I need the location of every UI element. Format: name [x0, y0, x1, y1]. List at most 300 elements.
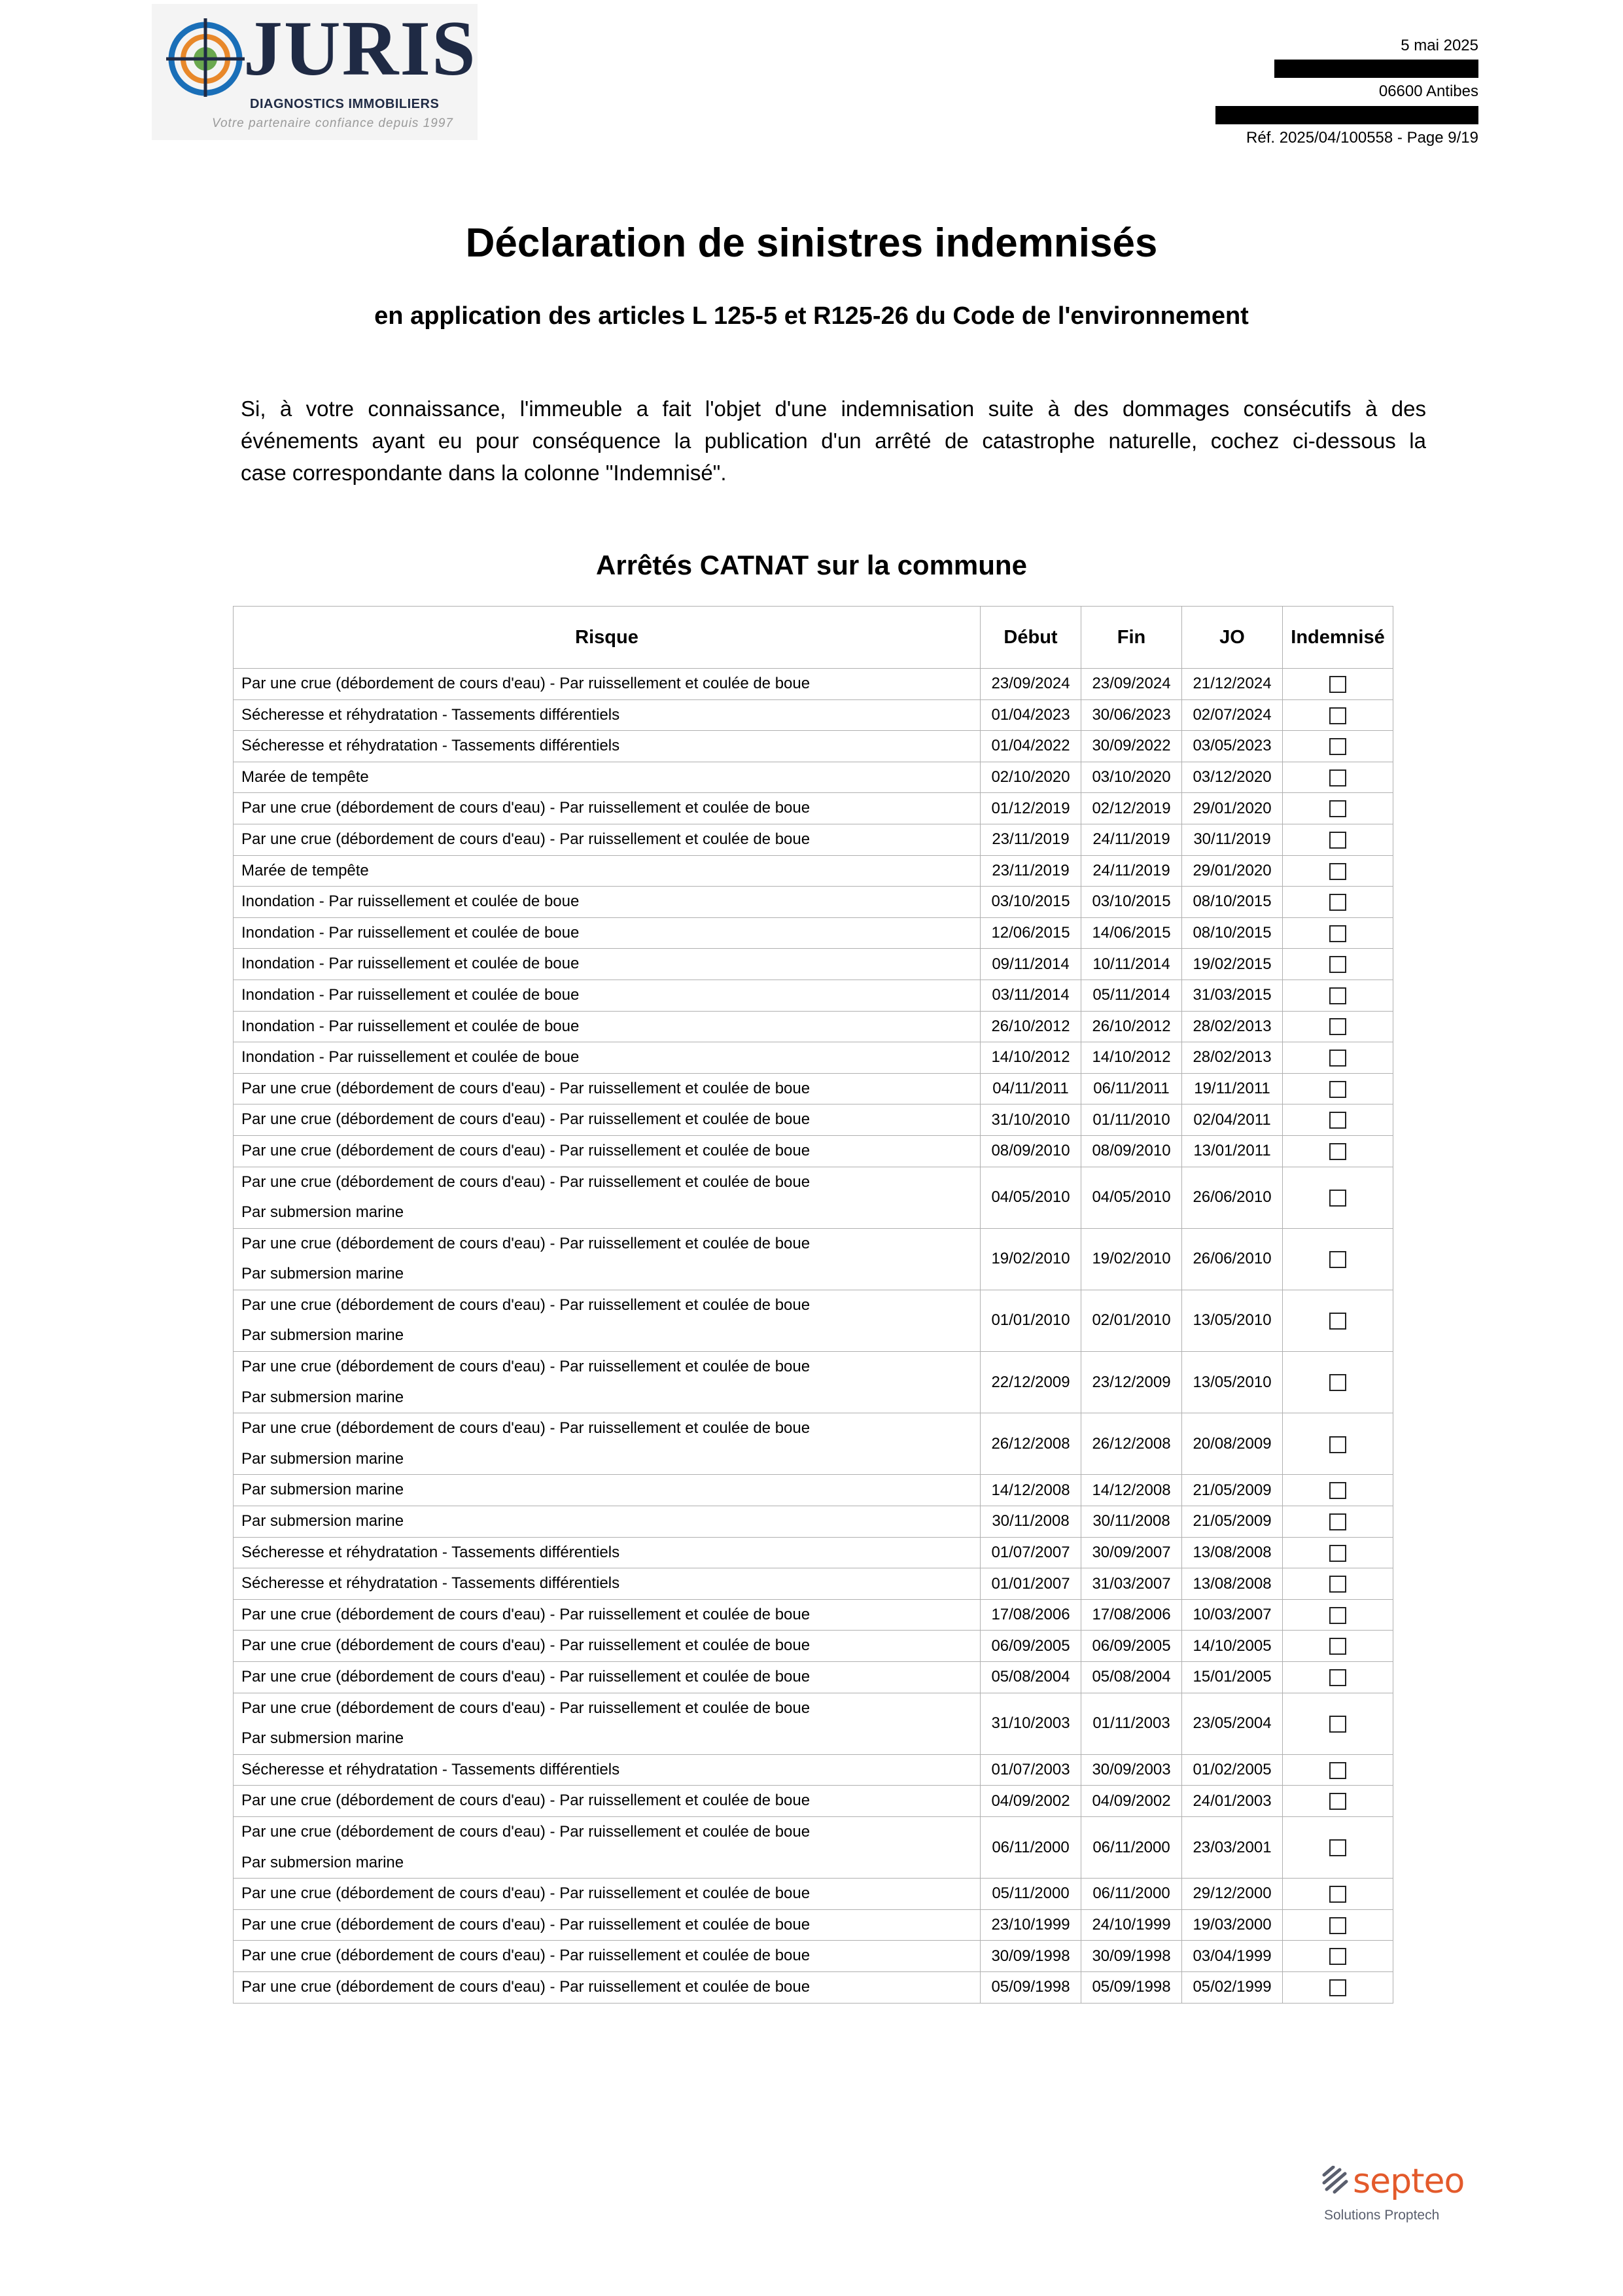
- start-date-cell: 05/08/2004: [981, 1662, 1081, 1693]
- risk-text: Par submersion marine: [241, 1449, 404, 1468]
- jo-date-cell: 23/05/2004: [1182, 1693, 1283, 1754]
- indemnified-cell: [1283, 855, 1393, 887]
- jo-date-cell: 19/11/2011: [1182, 1073, 1283, 1104]
- end-date-cell: 14/12/2008: [1081, 1475, 1182, 1506]
- end-date-cell: 08/09/2010: [1081, 1135, 1182, 1167]
- risk-cell: [234, 949, 981, 980]
- table-header-row: [234, 607, 1393, 669]
- risk-text: Par une crue (débordement de cours d'eau) - Par ruissellement et coulée de boue: [241, 1419, 811, 1438]
- jo-date-cell: 08/10/2015: [1182, 887, 1283, 918]
- risk-cell: [234, 887, 981, 918]
- indemnified-cell: [1283, 980, 1393, 1011]
- logo-name: JURIS: [243, 5, 477, 92]
- start-date-cell: 01/07/2007: [981, 1537, 1081, 1568]
- risk-cell: [234, 1135, 981, 1167]
- end-date-cell: 24/11/2019: [1081, 824, 1182, 855]
- start-date-cell: 30/09/1998: [981, 1941, 1081, 1972]
- risk-text: Inondation - Par ruissellement et coulée de boue: [241, 955, 580, 973]
- start-date-cell: 12/06/2015: [981, 917, 1081, 949]
- risk-text: Par submersion marine: [241, 1481, 404, 1499]
- jo-date-cell: 10/03/2007: [1182, 1599, 1283, 1631]
- catnat-table: [233, 606, 1393, 2004]
- start-date-cell: 01/04/2022: [981, 731, 1081, 762]
- indemnified-checkbox[interactable]: [1329, 987, 1346, 1004]
- indemnified-cell: [1283, 1971, 1393, 2003]
- jo-date-cell: 21/12/2024: [1182, 669, 1283, 700]
- end-date-cell: 26/10/2012: [1081, 1011, 1182, 1042]
- risk-cell: [234, 1228, 981, 1290]
- start-date-cell: 05/09/1998: [981, 1971, 1081, 2003]
- end-date-cell: 10/11/2014: [1081, 949, 1182, 980]
- risk-text: Par une crue (débordement de cours d'eau) - Par ruissellement et coulée de boue: [241, 1822, 811, 1841]
- table-row: [234, 669, 1393, 700]
- start-date-cell: 04/09/2002: [981, 1786, 1081, 1817]
- end-date-cell: 23/12/2009: [1081, 1352, 1182, 1413]
- end-date-cell: 14/10/2012: [1081, 1042, 1182, 1074]
- header-indemnified: Indemnisé: [1283, 607, 1393, 669]
- start-date-cell: 08/09/2010: [981, 1135, 1081, 1167]
- jo-date-cell: 29/01/2020: [1182, 855, 1283, 887]
- jo-date-cell: 29/01/2020: [1182, 793, 1283, 824]
- start-date-cell: 31/10/2003: [981, 1693, 1081, 1754]
- table-row: [234, 1941, 1393, 1972]
- header-start: Début: [981, 607, 1081, 669]
- end-date-cell: 14/06/2015: [1081, 917, 1182, 949]
- end-date-cell: 24/10/1999: [1081, 1909, 1182, 1941]
- septeo-stripes-icon: [1320, 2166, 1353, 2195]
- jo-date-cell: 13/08/2008: [1182, 1537, 1283, 1568]
- risk-text: Par une crue (débordement de cours d'eau) - Par ruissellement et coulée de boue: [241, 1884, 811, 1903]
- risk-cell: [234, 1352, 981, 1413]
- start-date-cell: 26/10/2012: [981, 1011, 1081, 1042]
- risk-text: Sécheresse et réhydratation - Tassements différentiels: [241, 737, 620, 755]
- start-date-cell: 04/11/2011: [981, 1073, 1081, 1104]
- jo-date-cell: 13/01/2011: [1182, 1135, 1283, 1167]
- risk-cell: [234, 1475, 981, 1506]
- indemnified-checkbox[interactable]: [1329, 863, 1346, 880]
- indemnified-checkbox[interactable]: [1329, 1607, 1346, 1624]
- end-date-cell: 06/11/2000: [1081, 1816, 1182, 1878]
- table-row: [234, 1011, 1393, 1042]
- indemnified-cell: [1283, 887, 1393, 918]
- logo-tagline: Votre partenaire confiance depuis 1997: [212, 116, 453, 130]
- indemnified-checkbox[interactable]: [1329, 925, 1346, 942]
- end-date-cell: 01/11/2003: [1081, 1693, 1182, 1754]
- risk-text: Marée de tempête: [241, 861, 369, 879]
- table-row: [234, 1786, 1393, 1817]
- indemnified-cell: [1283, 949, 1393, 980]
- juris-logo: [152, 4, 478, 140]
- risk-cell: [234, 980, 981, 1011]
- table-row: [234, 1475, 1393, 1506]
- indemnified-cell: [1283, 1816, 1393, 1878]
- table-row: [234, 1879, 1393, 1910]
- jo-date-cell: 20/08/2009: [1182, 1413, 1283, 1475]
- table-row: [234, 1042, 1393, 1074]
- table-row: [234, 1599, 1393, 1631]
- risk-text: Par une crue (débordement de cours d'eau) - Par ruissellement et coulée de boue: [241, 1234, 811, 1252]
- risk-cell: [234, 731, 981, 762]
- table-row: [234, 1693, 1393, 1754]
- header-reference: Réf. 2025/04/100558 - Page 9/19: [1246, 129, 1478, 147]
- table-row: [234, 793, 1393, 824]
- end-date-cell: 19/02/2010: [1081, 1228, 1182, 1290]
- risk-text: Par une crue (débordement de cours d'eau) - Par ruissellement et coulée de boue: [241, 1173, 811, 1191]
- indemnified-checkbox[interactable]: [1329, 1669, 1346, 1686]
- jo-date-cell: 03/12/2020: [1182, 762, 1283, 793]
- table-row: [234, 1537, 1393, 1568]
- redacted-bar: [1274, 60, 1478, 78]
- risk-text: Par une crue (débordement de cours d'eau) - Par ruissellement et coulée de boue: [241, 830, 811, 848]
- table-row: [234, 887, 1393, 918]
- risk-text: Inondation - Par ruissellement et coulée de boue: [241, 1017, 580, 1035]
- table-row: [234, 1352, 1393, 1413]
- indemnified-checkbox[interactable]: [1329, 1886, 1346, 1903]
- start-date-cell: 23/11/2019: [981, 824, 1081, 855]
- table-row: [234, 917, 1393, 949]
- indemnified-checkbox[interactable]: [1329, 1251, 1346, 1268]
- indemnified-cell: [1283, 1352, 1393, 1413]
- start-date-cell: 04/05/2010: [981, 1167, 1081, 1228]
- end-date-cell: 30/06/2023: [1081, 699, 1182, 731]
- table-row: [234, 824, 1393, 855]
- indemnified-cell: [1283, 793, 1393, 824]
- start-date-cell: 26/12/2008: [981, 1413, 1081, 1475]
- risk-text: Par une crue (débordement de cours d'eau) - Par ruissellement et coulée de boue: [241, 1605, 811, 1623]
- logo-subtitle: DIAGNOSTICS IMMOBILIERS: [250, 97, 440, 111]
- indemnified-checkbox[interactable]: [1329, 832, 1346, 849]
- start-date-cell: 14/12/2008: [981, 1475, 1081, 1506]
- table-row: [234, 1413, 1393, 1475]
- indemnified-checkbox[interactable]: [1329, 1018, 1346, 1035]
- end-date-cell: 30/09/2003: [1081, 1754, 1182, 1786]
- risk-cell: [234, 1662, 981, 1693]
- table-row: [234, 949, 1393, 980]
- risk-text: Par une crue (débordement de cours d'eau) - Par ruissellement et coulée de boue: [241, 1636, 811, 1655]
- start-date-cell: 09/11/2014: [981, 949, 1081, 980]
- jo-date-cell: 19/02/2015: [1182, 949, 1283, 980]
- risk-cell: [234, 1167, 981, 1228]
- end-date-cell: 06/11/2000: [1081, 1879, 1182, 1910]
- indemnified-cell: [1283, 1011, 1393, 1042]
- start-date-cell: 01/07/2003: [981, 1754, 1081, 1786]
- start-date-cell: 14/10/2012: [981, 1042, 1081, 1074]
- indemnified-checkbox[interactable]: [1329, 1576, 1346, 1593]
- risk-text: Par submersion marine: [241, 1203, 404, 1222]
- indemnified-checkbox[interactable]: [1329, 738, 1346, 755]
- start-date-cell: 01/12/2019: [981, 793, 1081, 824]
- jo-date-cell: 29/12/2000: [1182, 1879, 1283, 1910]
- indemnified-cell: [1283, 1754, 1393, 1786]
- jo-date-cell: 02/04/2011: [1182, 1104, 1283, 1136]
- jo-date-cell: 14/10/2005: [1182, 1631, 1283, 1662]
- indemnified-checkbox[interactable]: [1329, 1374, 1346, 1391]
- indemnified-cell: [1283, 762, 1393, 793]
- indemnified-cell: [1283, 1941, 1393, 1972]
- start-date-cell: 23/09/2024: [981, 669, 1081, 700]
- start-date-cell: 02/10/2020: [981, 762, 1081, 793]
- indemnified-checkbox[interactable]: [1329, 1190, 1346, 1207]
- risk-cell: [234, 917, 981, 949]
- risk-cell: [234, 1104, 981, 1136]
- risk-text: Inondation - Par ruissellement et coulée de boue: [241, 923, 580, 942]
- end-date-cell: 30/09/2007: [1081, 1537, 1182, 1568]
- start-date-cell: 23/11/2019: [981, 855, 1081, 887]
- risk-cell: [234, 1693, 981, 1754]
- header-jo: JO: [1182, 607, 1283, 669]
- start-date-cell: 06/11/2000: [981, 1816, 1081, 1878]
- jo-date-cell: 13/05/2010: [1182, 1352, 1283, 1413]
- risk-text: Par une crue (débordement de cours d'eau) - Par ruissellement et coulée de boue: [241, 675, 811, 692]
- header-end: Fin: [1081, 607, 1182, 669]
- risk-text: Par submersion marine: [241, 1729, 404, 1748]
- end-date-cell: 30/09/2022: [1081, 731, 1182, 762]
- jo-date-cell: 19/03/2000: [1182, 1909, 1283, 1941]
- section-title: Arrêtés CATNAT sur la commune: [596, 550, 1027, 580]
- start-date-cell: 23/10/1999: [981, 1909, 1081, 1941]
- indemnified-cell: [1283, 1662, 1393, 1693]
- jo-date-cell: 30/11/2019: [1182, 824, 1283, 855]
- indemnified-cell: [1283, 669, 1393, 700]
- risk-text: Sécheresse et réhydratation - Tassements différentiels: [241, 705, 620, 724]
- indemnified-cell: [1283, 1631, 1393, 1662]
- jo-date-cell: 21/05/2009: [1182, 1475, 1283, 1506]
- jo-date-cell: 26/06/2010: [1182, 1167, 1283, 1228]
- indemnified-checkbox[interactable]: [1329, 1716, 1346, 1733]
- indemnified-checkbox[interactable]: [1329, 1513, 1346, 1530]
- indemnified-checkbox[interactable]: [1329, 707, 1346, 724]
- table-row: [234, 855, 1393, 887]
- end-date-cell: 03/10/2015: [1081, 887, 1182, 918]
- end-date-cell: 30/11/2008: [1081, 1506, 1182, 1538]
- jo-date-cell: 02/07/2024: [1182, 699, 1283, 731]
- indemnified-checkbox[interactable]: [1329, 1545, 1346, 1562]
- target-crosshair-icon: [166, 18, 245, 97]
- risk-cell: [234, 1879, 981, 1910]
- indemnified-checkbox[interactable]: [1329, 894, 1346, 911]
- end-date-cell: 02/12/2019: [1081, 793, 1182, 824]
- risk-text: Par une crue (débordement de cours d'eau) - Par ruissellement et coulée de boue: [241, 1699, 811, 1717]
- start-date-cell: 01/04/2023: [981, 699, 1081, 731]
- end-date-cell: 30/09/1998: [1081, 1941, 1182, 1972]
- intro-line: Si, à votre connaissance, l'immeuble a fait l'objet d'une indemnisation suite à des dommages consécutifs à des: [241, 397, 1426, 421]
- risk-cell: [234, 1413, 981, 1475]
- indemnified-checkbox[interactable]: [1329, 676, 1346, 693]
- risk-cell: [234, 1568, 981, 1600]
- jo-date-cell: 21/05/2009: [1182, 1506, 1283, 1538]
- risk-cell: [234, 699, 981, 731]
- risk-cell: [234, 855, 981, 887]
- jo-date-cell: 26/06/2010: [1182, 1228, 1283, 1290]
- risk-text: Sécheresse et réhydratation - Tassements différentiels: [241, 1543, 620, 1561]
- table-row: [234, 1073, 1393, 1104]
- risk-cell: [234, 1506, 981, 1538]
- risk-cell: [234, 824, 981, 855]
- risk-text: Par une crue (débordement de cours d'eau) - Par ruissellement et coulée de boue: [241, 1141, 811, 1159]
- table-row: [234, 1568, 1393, 1600]
- risk-cell: [234, 1631, 981, 1662]
- indemnified-cell: [1283, 1693, 1393, 1754]
- table-row: [234, 1104, 1393, 1136]
- risk-cell: [234, 1290, 981, 1351]
- start-date-cell: 30/11/2008: [981, 1506, 1081, 1538]
- indemnified-checkbox[interactable]: [1329, 1482, 1346, 1499]
- jo-date-cell: 01/02/2005: [1182, 1754, 1283, 1786]
- risk-cell: [234, 762, 981, 793]
- indemnified-cell: [1283, 917, 1393, 949]
- indemnified-cell: [1283, 1909, 1393, 1941]
- indemnified-cell: [1283, 1879, 1393, 1910]
- indemnified-checkbox[interactable]: [1329, 1762, 1346, 1779]
- jo-date-cell: 15/01/2005: [1182, 1662, 1283, 1693]
- header-risk: Risque: [234, 607, 981, 669]
- indemnified-checkbox[interactable]: [1329, 1839, 1346, 1856]
- indemnified-cell: [1283, 1599, 1393, 1631]
- table-row: [234, 699, 1393, 731]
- jo-date-cell: 03/04/1999: [1182, 1941, 1283, 1972]
- jo-date-cell: 24/01/2003: [1182, 1786, 1283, 1817]
- indemnified-checkbox[interactable]: [1329, 1050, 1346, 1067]
- indemnified-checkbox[interactable]: [1329, 1793, 1346, 1810]
- table-row: [234, 731, 1393, 762]
- risk-text: Inondation - Par ruissellement et coulée de boue: [241, 985, 580, 1004]
- indemnified-cell: [1283, 1104, 1393, 1136]
- table-row: [234, 1662, 1393, 1693]
- start-date-cell: 01/01/2010: [981, 1290, 1081, 1351]
- table-row: [234, 1909, 1393, 1941]
- indemnified-cell: [1283, 1413, 1393, 1475]
- end-date-cell: 02/01/2010: [1081, 1290, 1182, 1351]
- risk-text: Par submersion marine: [241, 1326, 404, 1345]
- indemnified-cell: [1283, 731, 1393, 762]
- indemnified-cell: [1283, 1135, 1393, 1167]
- risk-text: Inondation - Par ruissellement et coulée de boue: [241, 1048, 580, 1067]
- indemnified-checkbox[interactable]: [1329, 956, 1346, 973]
- start-date-cell: 03/10/2015: [981, 887, 1081, 918]
- indemnified-cell: [1283, 1073, 1393, 1104]
- start-date-cell: 01/01/2007: [981, 1568, 1081, 1600]
- table-row: [234, 762, 1393, 793]
- indemnified-cell: [1283, 1475, 1393, 1506]
- end-date-cell: 05/11/2014: [1081, 980, 1182, 1011]
- indemnified-cell: [1283, 1786, 1393, 1817]
- indemnified-checkbox[interactable]: [1329, 1917, 1346, 1934]
- jo-date-cell: 05/02/1999: [1182, 1971, 1283, 2003]
- header-city: 06600 Antibes: [1378, 82, 1478, 100]
- indemnified-checkbox[interactable]: [1329, 1638, 1346, 1655]
- indemnified-checkbox[interactable]: [1329, 800, 1346, 817]
- indemnified-checkbox[interactable]: [1329, 1948, 1346, 1965]
- page-subtitle: en application des articles L 125-5 et R125-26 du Code de l'environnement: [374, 302, 1249, 330]
- jo-date-cell: 13/05/2010: [1182, 1290, 1283, 1351]
- indemnified-checkbox[interactable]: [1329, 1436, 1346, 1453]
- table-row: [234, 1816, 1393, 1878]
- risk-cell: [234, 669, 981, 700]
- septeo-brand: septeo: [1353, 2162, 1465, 2201]
- risk-text: Par submersion marine: [241, 1512, 404, 1530]
- septeo-subtitle: Solutions Proptech: [1324, 2208, 1440, 2223]
- risk-text: Par une crue (débordement de cours d'eau) - Par ruissellement et coulée de boue: [241, 1977, 811, 1996]
- end-date-cell: 05/09/1998: [1081, 1971, 1182, 2003]
- indemnified-checkbox[interactable]: [1329, 1081, 1346, 1098]
- start-date-cell: 22/12/2009: [981, 1352, 1081, 1413]
- risk-text: Par submersion marine: [241, 1853, 404, 1871]
- table-body: [234, 669, 1393, 2004]
- end-date-cell: 26/12/2008: [1081, 1413, 1182, 1475]
- risk-text: Par une crue (débordement de cours d'eau) - Par ruissellement et coulée de boue: [241, 1296, 811, 1314]
- risk-text: Marée de tempête: [241, 768, 369, 786]
- indemnified-cell: [1283, 1042, 1393, 1074]
- septeo-logo: [1320, 2162, 1465, 2223]
- start-date-cell: 19/02/2010: [981, 1228, 1081, 1290]
- page-title: Déclaration de sinistres indemnisés: [465, 221, 1158, 266]
- risk-text: Par submersion marine: [241, 1265, 404, 1283]
- start-date-cell: 06/09/2005: [981, 1631, 1081, 1662]
- risk-text: Par une crue (débordement de cours d'eau) - Par ruissellement et coulée de boue: [241, 1947, 811, 1965]
- table-row: [234, 1167, 1393, 1228]
- risk-cell: [234, 1011, 981, 1042]
- risk-cell: [234, 1941, 981, 1972]
- risk-cell: [234, 1816, 981, 1878]
- risk-text: Sécheresse et réhydratation - Tassements différentiels: [241, 1760, 620, 1778]
- risk-cell: [234, 1971, 981, 2003]
- header-date: 5 mai 2025: [1401, 37, 1478, 54]
- intro-paragraph: [241, 393, 1426, 489]
- indemnified-checkbox[interactable]: [1329, 1313, 1346, 1330]
- end-date-cell: 31/03/2007: [1081, 1568, 1182, 1600]
- indemnified-checkbox[interactable]: [1329, 1112, 1346, 1129]
- jo-date-cell: 28/02/2013: [1182, 1011, 1283, 1042]
- table-row: [234, 1971, 1393, 2003]
- start-date-cell: 03/11/2014: [981, 980, 1081, 1011]
- start-date-cell: 17/08/2006: [981, 1599, 1081, 1631]
- indemnified-cell: [1283, 1506, 1393, 1538]
- jo-date-cell: 28/02/2013: [1182, 1042, 1283, 1074]
- risk-cell: [234, 1073, 981, 1104]
- risk-text: Inondation - Par ruissellement et coulée de boue: [241, 892, 580, 911]
- intro-line: case correspondante dans la colonne "Indemnisé".: [241, 461, 727, 485]
- risk-cell: [234, 1599, 981, 1631]
- indemnified-cell: [1283, 1290, 1393, 1351]
- jo-date-cell: 31/03/2015: [1182, 980, 1283, 1011]
- indemnified-cell: [1283, 1167, 1393, 1228]
- end-date-cell: 04/05/2010: [1081, 1167, 1182, 1228]
- indemnified-checkbox[interactable]: [1329, 1979, 1346, 1996]
- risk-text: Par une crue (débordement de cours d'eau) - Par ruissellement et coulée de boue: [241, 1110, 811, 1129]
- start-date-cell: 31/10/2010: [981, 1104, 1081, 1136]
- table-row: [234, 1135, 1393, 1167]
- risk-text: Sécheresse et réhydratation - Tassements différentiels: [241, 1574, 620, 1593]
- jo-date-cell: 23/03/2001: [1182, 1816, 1283, 1878]
- redacted-bar: [1215, 106, 1478, 124]
- end-date-cell: 01/11/2010: [1081, 1104, 1182, 1136]
- table-row: [234, 1228, 1393, 1290]
- risk-text: Par une crue (débordement de cours d'eau) - Par ruissellement et coulée de boue: [241, 1915, 811, 1934]
- indemnified-cell: [1283, 1568, 1393, 1600]
- indemnified-cell: [1283, 699, 1393, 731]
- table-row: [234, 980, 1393, 1011]
- end-date-cell: 05/08/2004: [1081, 1662, 1182, 1693]
- table-row: [234, 1754, 1393, 1786]
- indemnified-checkbox[interactable]: [1329, 769, 1346, 786]
- risk-text: Par une crue (débordement de cours d'eau) - Par ruissellement et coulée de boue: [241, 1358, 811, 1376]
- risk-text: Par submersion marine: [241, 1388, 404, 1406]
- risk-text: Par une crue (débordement de cours d'eau) - Par ruissellement et coulée de boue: [241, 799, 811, 817]
- risk-cell: [234, 1909, 981, 1941]
- indemnified-checkbox[interactable]: [1329, 1143, 1346, 1160]
- end-date-cell: 17/08/2006: [1081, 1599, 1182, 1631]
- indemnified-cell: [1283, 824, 1393, 855]
